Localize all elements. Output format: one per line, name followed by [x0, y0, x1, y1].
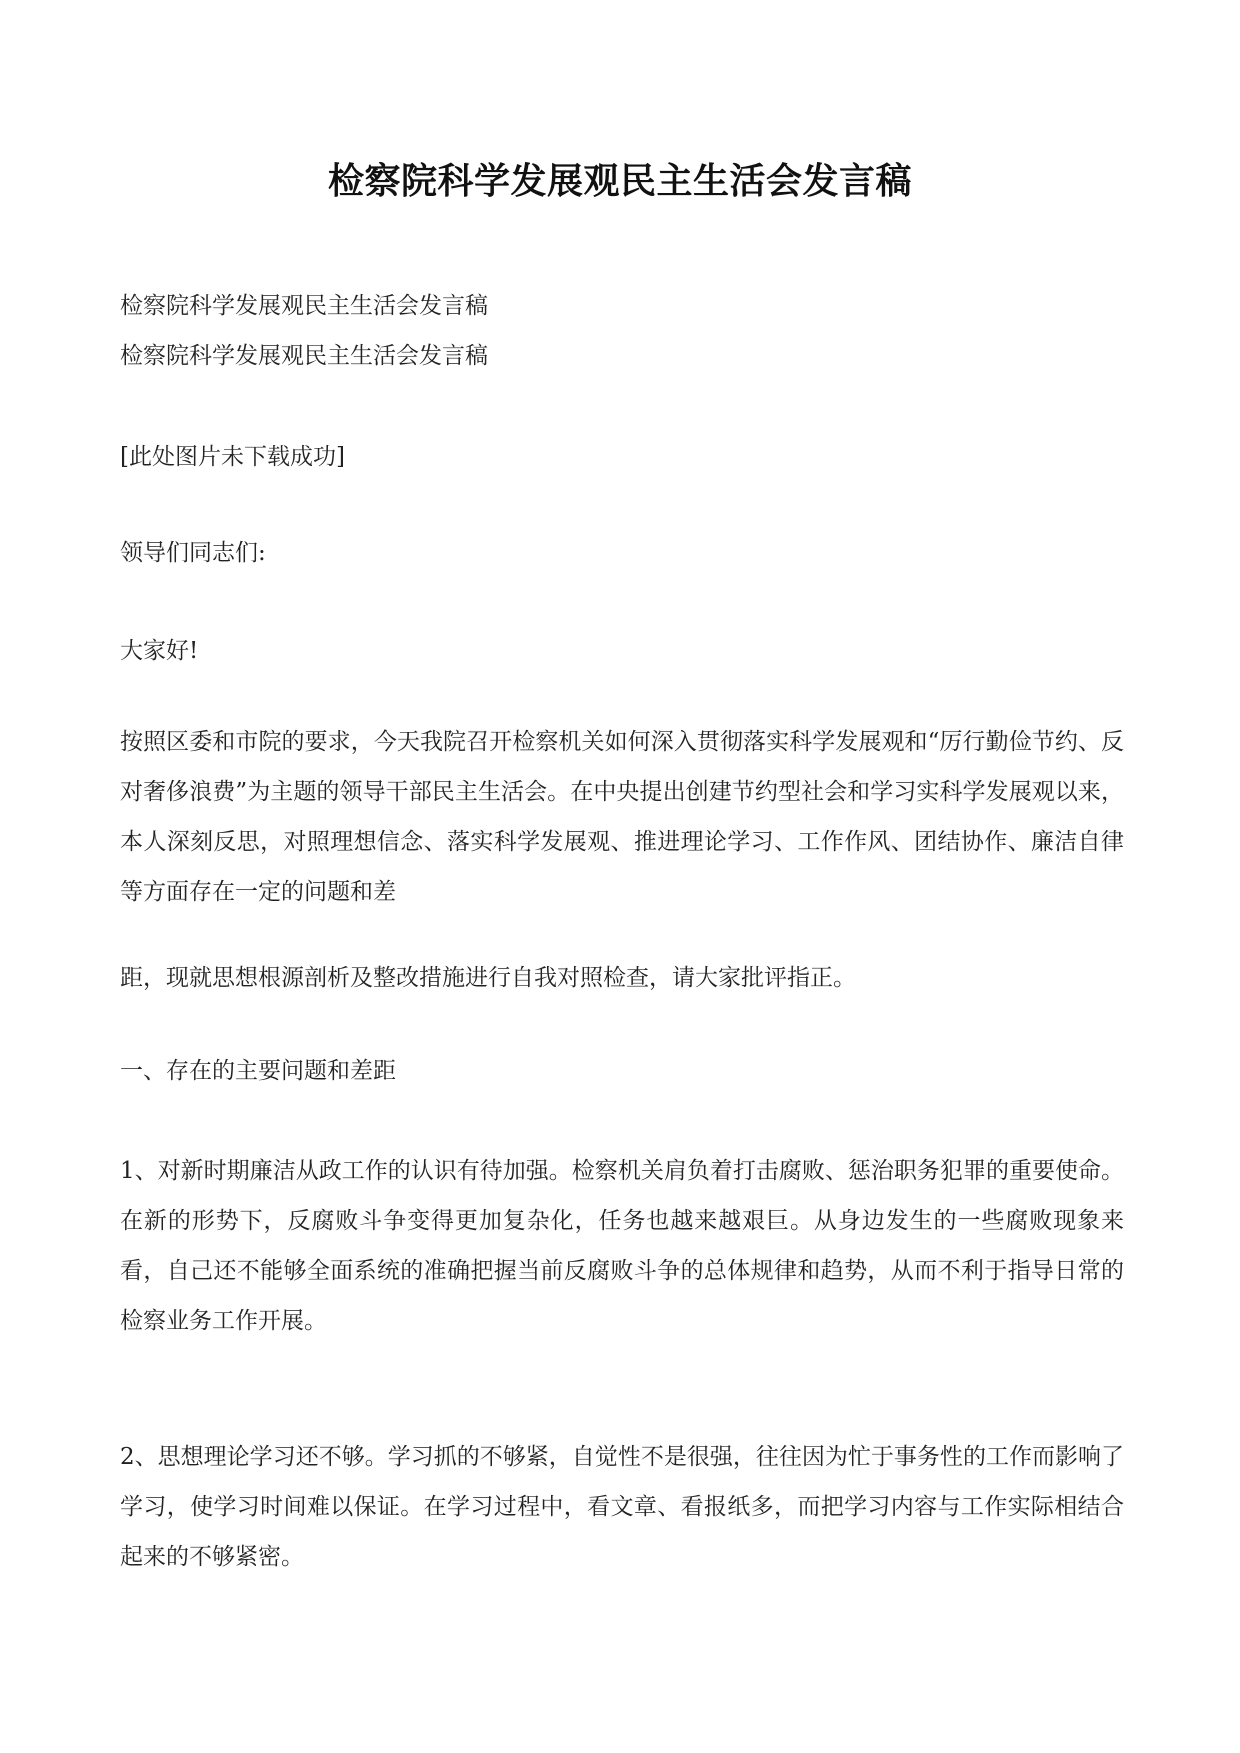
list-item-1: 1、对新时期廉洁从政工作的认识有待加强。检察机关肩负着打击腐败、惩治职务犯罪的重要使命。在新的形势下，反腐败斗争变得更加复杂化，任务也越来越艰巨。从身边发生的一些腐败现象来看，自己还不能够全面系统的准确把握当前反腐败斗争的总体规律和趋势，从而不利于指导日常的检察业务工作开展。	[120, 1158, 1124, 1334]
greeting: 大家好!	[120, 638, 199, 664]
image-placeholder-text: [此处图片未下载成功]	[120, 444, 345, 470]
section-heading: 一、存在的主要问题和差距	[120, 1058, 396, 1084]
list-item-2: 2、思想理论学习还不够。学习抓的不够紧，自觉性不是很强，往往因为忙于事务性的工作而影响了学习，使学习时间难以保证。在学习过程中，看文章、看报纸多，而把学习内容与工作实际相结合起来的不够紧密。	[120, 1444, 1124, 1570]
document-title: 检察院科学发展观民主生活会发言稿	[327, 160, 912, 202]
intro-paragraph: 按照区委和市院的要求，今天我院召开检察机关如何深入贯彻落实科学发展观和“厉行勤俭节约、反对奢侈浪费”为主题的领导干部民主生活会。在中央提出创建节约型社会和学习实科学发展观以来，本人深刻反思，对照理想信念、落实科学发展观、推进理论学习、工作作风、团结协作、廉洁自律等方面存在一定的问题和差	[120, 729, 1124, 905]
intro-continuation: 距，现就思想根源剖析及整改措施进行自我对照检查，请大家批评指正。	[120, 965, 856, 991]
salutation: 领导们同志们:	[120, 540, 266, 566]
subtitle-line-1: 检察院科学发展观民主生活会发言稿	[120, 293, 488, 319]
subtitle-line-2: 检察院科学发展观民主生活会发言稿	[120, 343, 488, 369]
